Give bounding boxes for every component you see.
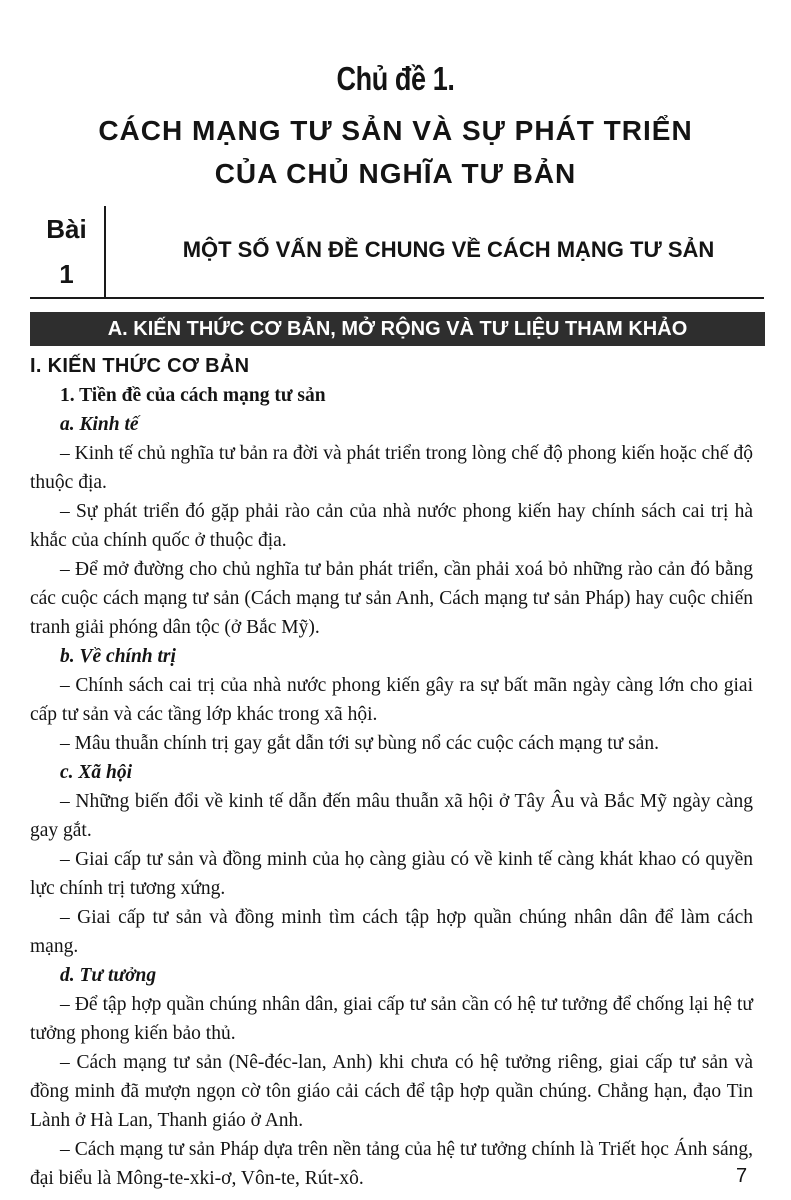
page-number: 7 <box>736 1165 748 1187</box>
paragraph: – Giai cấp tư sản và đồng minh tìm cách tập hợp quần chúng nhân dân để làm cách mạng. <box>30 907 753 957</box>
chapter-label: Chủ đề 1. <box>336 60 455 97</box>
sub-subheading: a. Kinh tế <box>60 414 139 435</box>
paragraph: – Mâu thuẫn chính trị gay gắt dẫn tới sự bùng nổ các cuộc cách mạng tư sản. <box>60 733 659 754</box>
lesson-number-box <box>30 207 103 297</box>
paragraph: – Chính sách cai trị của nhà nước phong kiến gây ra sự bất mãn ngày càng lớn cho giai cấp tư sản và các tầng lớp khác trong xã hội. <box>30 675 753 725</box>
paragraph: – Cách mạng tư sản Pháp dựa trên nền tảng của hệ tư tưởng chính là Triết học Ánh sáng, đại biểu là Mông-te-xki-ơ, Vôn-te, Rút-xô. <box>30 1139 753 1189</box>
paragraph: – Giai cấp tư sản và đồng minh của họ càng giàu có về kinh tế càng khát khao có quyền lực chính trị tương xứng. <box>30 849 753 899</box>
sub-subheading: c. Xã hội <box>60 762 133 783</box>
lesson-label: Bài <box>46 214 87 244</box>
lesson-title: MỘT SỐ VẤN ĐỀ CHUNG VỀ CÁCH MẠNG TƯ SẢN <box>182 237 715 262</box>
sub-subheading: d. Tư tưởng <box>60 965 157 986</box>
chapter-title-line-2: CỦA CHỦ NGHĨA TƯ BẢN <box>214 158 577 189</box>
lesson-number: 1 <box>59 259 74 289</box>
section-heading: I. KIẾN THỨC CƠ BẢN <box>30 355 250 377</box>
paragraph: – Để tập hợp quần chúng nhân dân, giai cấp tư sản cần có hệ tư tưởng để chống lại hệ tư tưởng phong kiến bảo thủ. <box>30 994 753 1044</box>
body-text <box>30 381 753 1193</box>
chapter-title-line-1: CÁCH MẠNG TƯ SẢN VÀ SỰ PHÁT TRIỂN <box>98 115 693 146</box>
paragraph: – Cách mạng tư sản (Nê-đéc-lan, Anh) khi chưa có hệ tưởng riêng, giai cấp tư sản và đồng minh đã mượn ngọn cờ tôn giáo cải cách để tập hợp quần chúng. Chẳng hạn, đạo Tin Lành ở Hà Lan, Thanh giáo ở Anh. <box>30 1052 753 1131</box>
subheading: 1. Tiền đề của cách mạng tư sản <box>60 385 326 406</box>
paragraph: – Kinh tế chủ nghĩa tư bản ra đời và phát triển trong lòng chế độ phong kiến hoặc chế độ thuộc địa. <box>30 443 753 493</box>
section-banner: A. KIẾN THỨC CƠ BẢN, MỞ RỘNG VÀ TƯ LIỆU THAM KHẢO <box>30 312 765 346</box>
paragraph: – Sự phát triển đó gặp phải rào cản của nhà nước phong kiến hay chính sách cai trị hà khắc của chính quốc ở thuộc địa. <box>30 501 753 551</box>
sub-subheading: b. Về chính trị <box>60 646 176 667</box>
lesson-rule <box>30 297 764 299</box>
paragraph: – Để mở đường cho chủ nghĩa tư bản phát triển, cần phải xoá bỏ những rào cản đó bằng các cuộc cách mạng tư sản (Cách mạng tư sản Anh, Cách mạng tư sản Pháp) hay cuộc chiến tranh giải phóng dân tộc (ở Bắc Mỹ). <box>30 559 753 638</box>
paragraph: – Những biến đổi về kinh tế dẫn đến mâu thuẫn xã hội ở Tây Âu và Bắc Mỹ ngày càng gay gắt. <box>30 791 753 841</box>
